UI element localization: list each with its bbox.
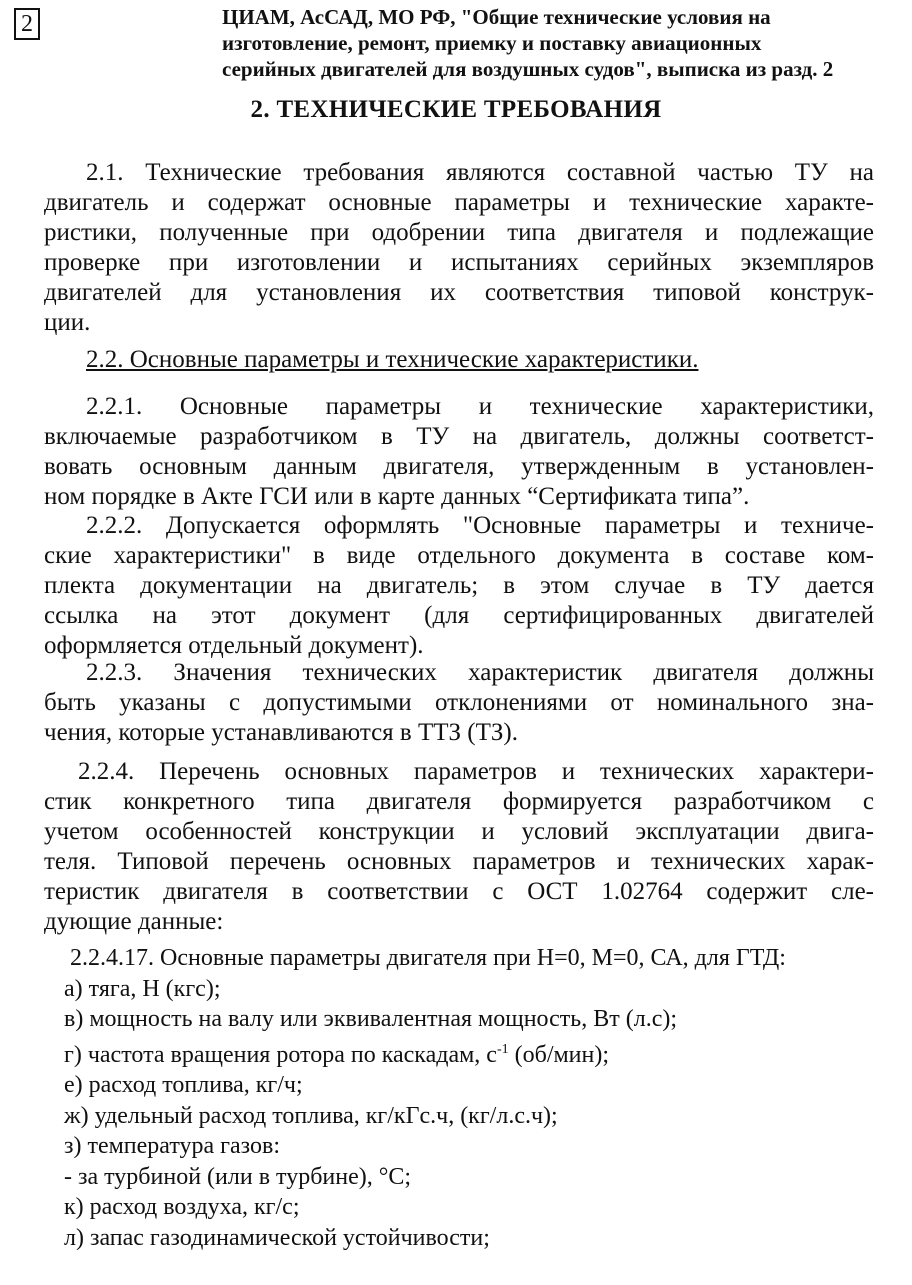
text-line: 2.1. Технические требования являются составной частью ТУ на — [86, 159, 874, 186]
text-line: 2.2.4. Перечень основных параметров и технических характери- — [78, 758, 874, 785]
list-lead: 2.2.4.17. Основные параметры двигателя при Н=0, М=0, СА, для ГТД: — [70, 945, 786, 971]
list-item: ж) удельный расход топлива, кг/кГс.ч, (кг/л.с.ч); — [64, 1102, 558, 1129]
text-line: ские характеристики" в виде отдельного документа в составе ком- — [44, 542, 874, 569]
list-item: л) запас газодинамической устойчивости; — [64, 1224, 490, 1251]
list-item: к) расход воздуха, кг/с; — [64, 1194, 300, 1220]
text-line: двигателей для установления их соответствия типовой конструк- — [44, 279, 874, 306]
text-line: включаемые разработчиком в ТУ на двигатель, должны соответст- — [44, 423, 874, 450]
paragraph-2-2-1 — [44, 392, 874, 512]
source-line: серийных двигателей для воздушных судов", выписка из разд. 2 — [222, 57, 834, 81]
paragraph-2-2-4 — [44, 757, 874, 937]
parameters-list — [64, 943, 786, 1253]
list-item: в) мощность на валу или эквивалентная мощность, Вт (л.с); — [64, 1006, 678, 1032]
paragraph-2-2-2 — [44, 511, 874, 661]
text-line: дующие данные: — [44, 908, 224, 935]
text-line: 2.2.1. Основные параметры и технические характеристики, — [86, 393, 874, 420]
paragraph-2-2-3 — [44, 658, 874, 748]
source-line: изготовление, ремонт, приемку и поставку авиационных — [222, 31, 762, 55]
text-line: проверке при изготовлении и испытаниях серийных экземпляров — [44, 249, 874, 276]
list-item: з) температура газов: — [64, 1133, 280, 1159]
list-item: а) тяга, Н (кгс); — [64, 975, 221, 1002]
source-line: ЦИАМ, АсСАД, МО РФ, "Общие технические условия на — [222, 5, 771, 29]
text-line: ссылка на этот документ (для сертифицированных двигателей — [44, 602, 874, 629]
text-line: учетом особенностей конструкции и условий эксплуатации двига- — [44, 818, 874, 845]
text-line: 2.2.3. Значения технических характеристик двигателя должны — [86, 659, 874, 686]
text-line: 2.2.2. Допускается оформлять "Основные параметры и техниче- — [86, 512, 874, 539]
list-item-text: (об/мин); — [508, 1041, 610, 1068]
text-line: ции. — [44, 309, 91, 336]
text-line: быть указаны с допустимыми отклонениями от номинального зна- — [44, 689, 874, 716]
text-line: ристики, полученные при одобрении типа двигателя и подлежащие — [44, 219, 874, 246]
section-title: 2. ТЕХНИЧЕСКИЕ ТРЕБОВАНИЯ — [250, 96, 662, 123]
list-item-text: г) частота вращения ротора по каскадам, с — [64, 1041, 497, 1068]
list-item: е) расход топлива, кг/ч; — [64, 1072, 303, 1098]
source-citation — [222, 4, 902, 82]
text-line: плекта документации на двигатель; в этом случае в ТУ дается — [44, 572, 874, 599]
text-line: вовать основным данным двигателя, утвержденным в установлен- — [44, 453, 874, 480]
subsection-heading-2-2: 2.2. Основные параметры и технические характеристики. — [86, 346, 699, 373]
text-line: стик конкретного типа двигателя формируется разработчиком с — [44, 788, 874, 815]
paragraph-2-1 — [44, 158, 874, 338]
text-line: оформляется отдельный документ). — [44, 632, 424, 659]
list-item — [64, 1035, 786, 1071]
text-line: чения, которые устанавливаются в ТТЗ (ТЗ). — [44, 719, 518, 746]
superscript: -1 — [496, 1041, 509, 1057]
list-item: - за турбиной (или в турбине), °С; — [64, 1163, 412, 1190]
text-line: двигатель и содержат основные параметры и технические характе- — [44, 189, 874, 216]
text-line: ном порядке в Акте ГСИ или в карте данных “Сертификата типа”. — [44, 483, 750, 510]
text-line: теристик двигателя в соответствии с ОСТ 1.02764 содержит сле- — [44, 878, 874, 905]
page-number-box: 2 — [14, 8, 40, 40]
text-line: теля. Типовой перечень основных параметров и технических харак- — [44, 848, 874, 875]
